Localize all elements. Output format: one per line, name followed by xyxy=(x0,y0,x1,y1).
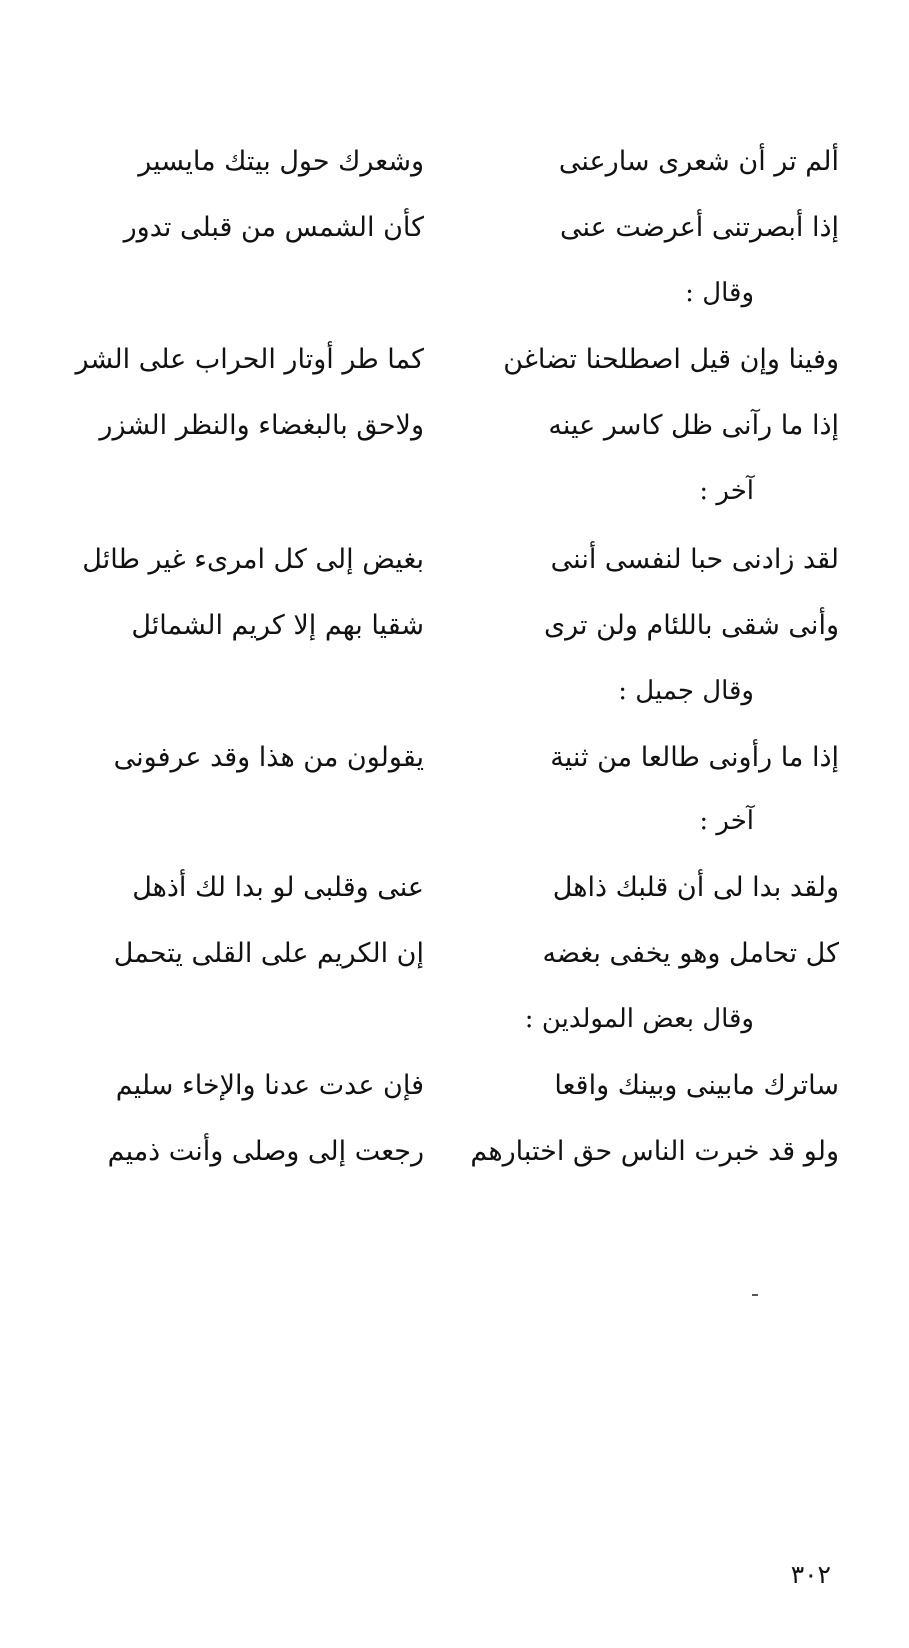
verse-5-first: لقد زادنى حبا لنفسى أننى xyxy=(550,544,839,575)
page-number: ٣٠٢ xyxy=(790,1560,831,1589)
verse-1-second: وشعرك حول بيتك مايسير xyxy=(138,146,424,177)
heading-muwalladin: وقال بعض المولدين : xyxy=(524,1004,754,1034)
verse-11-first: ولو قد خبرت الناس حق اختبارهم xyxy=(470,1136,839,1167)
verse-9-first: كل تحامل وهو يخفى بغضه xyxy=(542,938,839,969)
verse-8-first: ولقد بدا لى أن قلبك ذاهل xyxy=(552,872,839,903)
verse-2-first: إذا أبصرتنى أعرضت عنى xyxy=(560,212,839,243)
verse-1-first: ألم تر أن شعرى سارعنى xyxy=(558,146,839,177)
verse-2-second: كأن الشمس من قبلى تدور xyxy=(123,212,424,243)
heading-jamil: وقال جميل : xyxy=(618,676,754,706)
verse-3-second: كما طر أوتار الحراب على الشر xyxy=(75,344,424,375)
verse-7-first: إذا ما رأونى طالعا من ثنية xyxy=(550,742,839,773)
verse-3-first: وفينا وإن قيل اصطلحنا تضاغن xyxy=(503,344,839,375)
verse-5-second: بغيض إلى كل امرىء غير طائل xyxy=(82,544,424,575)
heading-akhar-1: آخر : xyxy=(699,476,754,506)
verse-6-second: شقيا بهم إلا كريم الشمائل xyxy=(131,610,424,641)
verse-6-first: وأنى شقى باللئام ولن ترى xyxy=(543,610,839,641)
verse-10-second: فإن عدت عدنا والإخاء سليم xyxy=(115,1070,424,1101)
verse-8-second: عنى وقلبى لو بدا لك أذهل xyxy=(132,872,424,903)
verse-11-second: رجعت إلى وصلى وأنت ذميم xyxy=(107,1136,424,1167)
verse-7-second: يقولون من هذا وقد عرفونى xyxy=(113,742,424,773)
verse-4-first: إذا ما رآنى ظل كاسر عينه xyxy=(548,410,839,441)
verse-9-second: إن الكريم على القلى يتحمل xyxy=(113,938,424,969)
heading-akhar-2: آخر : xyxy=(699,806,754,836)
verse-4-second: ولاحق بالبغضاء والنظر الشزر xyxy=(99,410,424,441)
heading-waqal: وقال : xyxy=(685,278,754,308)
end-mark xyxy=(752,1294,758,1296)
verse-10-first: ساترك مابينى وبينك واقعا xyxy=(554,1070,839,1101)
